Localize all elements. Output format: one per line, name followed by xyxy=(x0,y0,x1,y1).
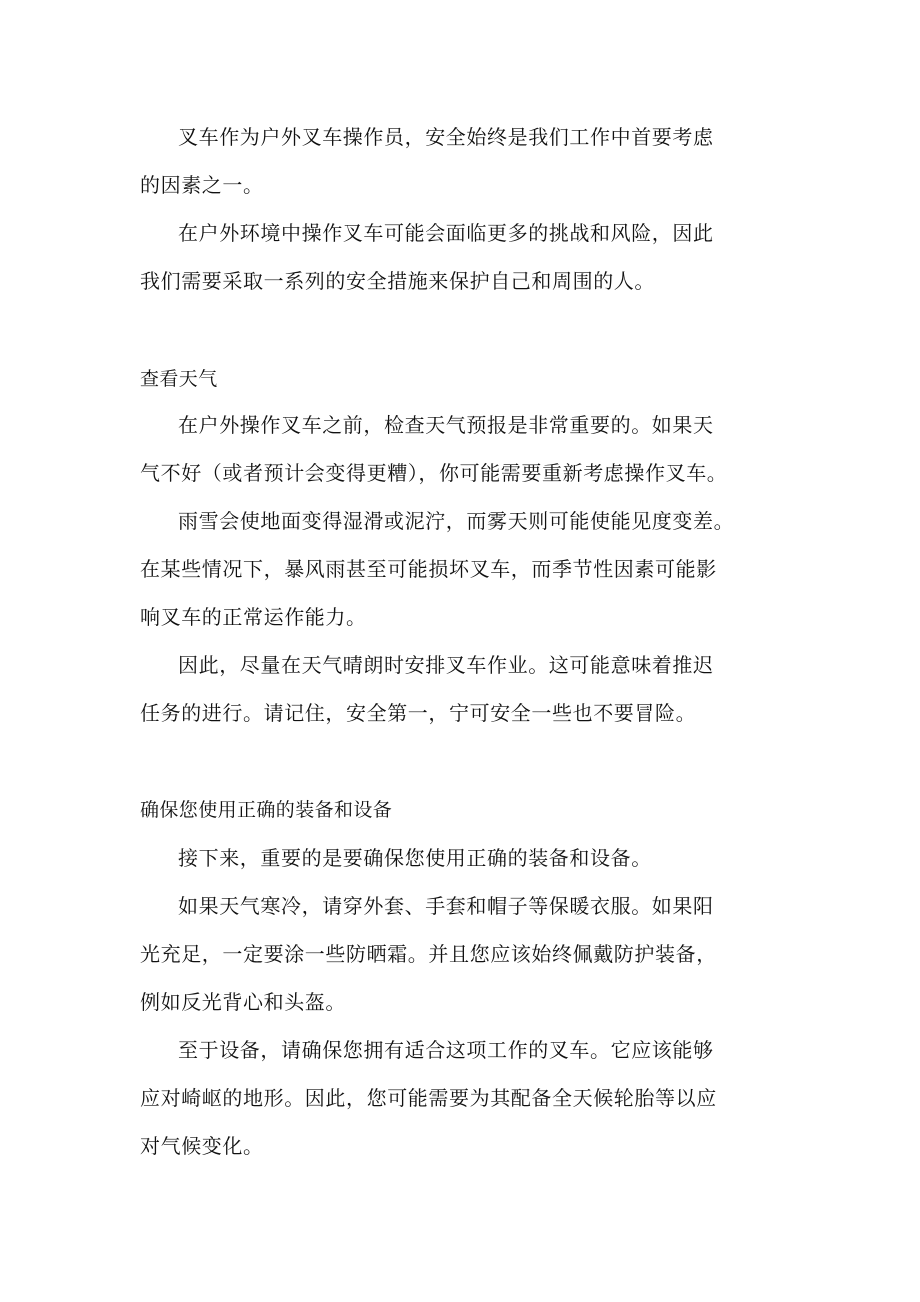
equipment-paragraph-2-line-2: 光充足，一定要涂一些防晒霜。并且您应该始终佩戴防护装备， xyxy=(140,942,717,966)
intro-paragraph-2-line-2: 我们需要采取一系列的安全措施来保护自己和周围的人。 xyxy=(140,269,655,293)
weather-paragraph-2-line-3: 响叉车的正常运作能力。 xyxy=(140,605,367,629)
intro-paragraph-1-line-1: 叉车作为户外叉车操作员，安全始终是我们工作中首要考虑 xyxy=(178,125,714,149)
intro-paragraph-1-line-2: 的因素之一。 xyxy=(140,173,264,197)
equipment-paragraph-2-line-3: 例如反光背心和头盔。 xyxy=(140,990,346,1014)
weather-paragraph-1-line-1: 在户外操作叉车之前，检查天气预报是非常重要的。如果天 xyxy=(178,413,714,437)
equipment-paragraph-3-line-2: 应对崎岖的地形。因此，您可能需要为其配备全天候轮胎等以应 xyxy=(140,1086,717,1110)
equipment-paragraph-2-line-1: 如果天气寒冷，请穿外套、手套和帽子等保暖衣服。如果阳 xyxy=(178,894,714,918)
weather-paragraph-3-line-2: 任务的进行。请记住，安全第一，宁可安全一些也不要冒险。 xyxy=(140,701,697,725)
weather-paragraph-3-line-1: 因此，尽量在天气晴朗时安排叉车作业。这可能意味着推迟 xyxy=(178,653,714,677)
weather-paragraph-1-line-2: 气不好（或者预计会变得更糟），你可能需要重新考虑操作叉车。 xyxy=(140,461,728,485)
section-heading-weather: 查看天气 xyxy=(140,368,218,390)
weather-paragraph-2-line-2: 在某些情况下，暴风雨甚至可能损坏叉车，而季节性因素可能影 xyxy=(140,557,717,581)
weather-paragraph-2-line-1: 雨雪会使地面变得湿滑或泥泞，而雾天则可能使能见度变差。 xyxy=(178,509,735,533)
equipment-paragraph-1-line-1: 接下来，重要的是要确保您使用正确的装备和设备。 xyxy=(178,846,652,870)
intro-paragraph-2-line-1: 在户外环境中操作叉车可能会面临更多的挑战和风险，因此 xyxy=(178,221,714,245)
section-heading-equipment: 确保您使用正确的装备和设备 xyxy=(140,799,393,821)
equipment-paragraph-3-line-1: 至于设备，请确保您拥有适合这项工作的叉车。它应该能够 xyxy=(178,1038,714,1062)
equipment-paragraph-3-line-3: 对气候变化。 xyxy=(140,1134,264,1158)
